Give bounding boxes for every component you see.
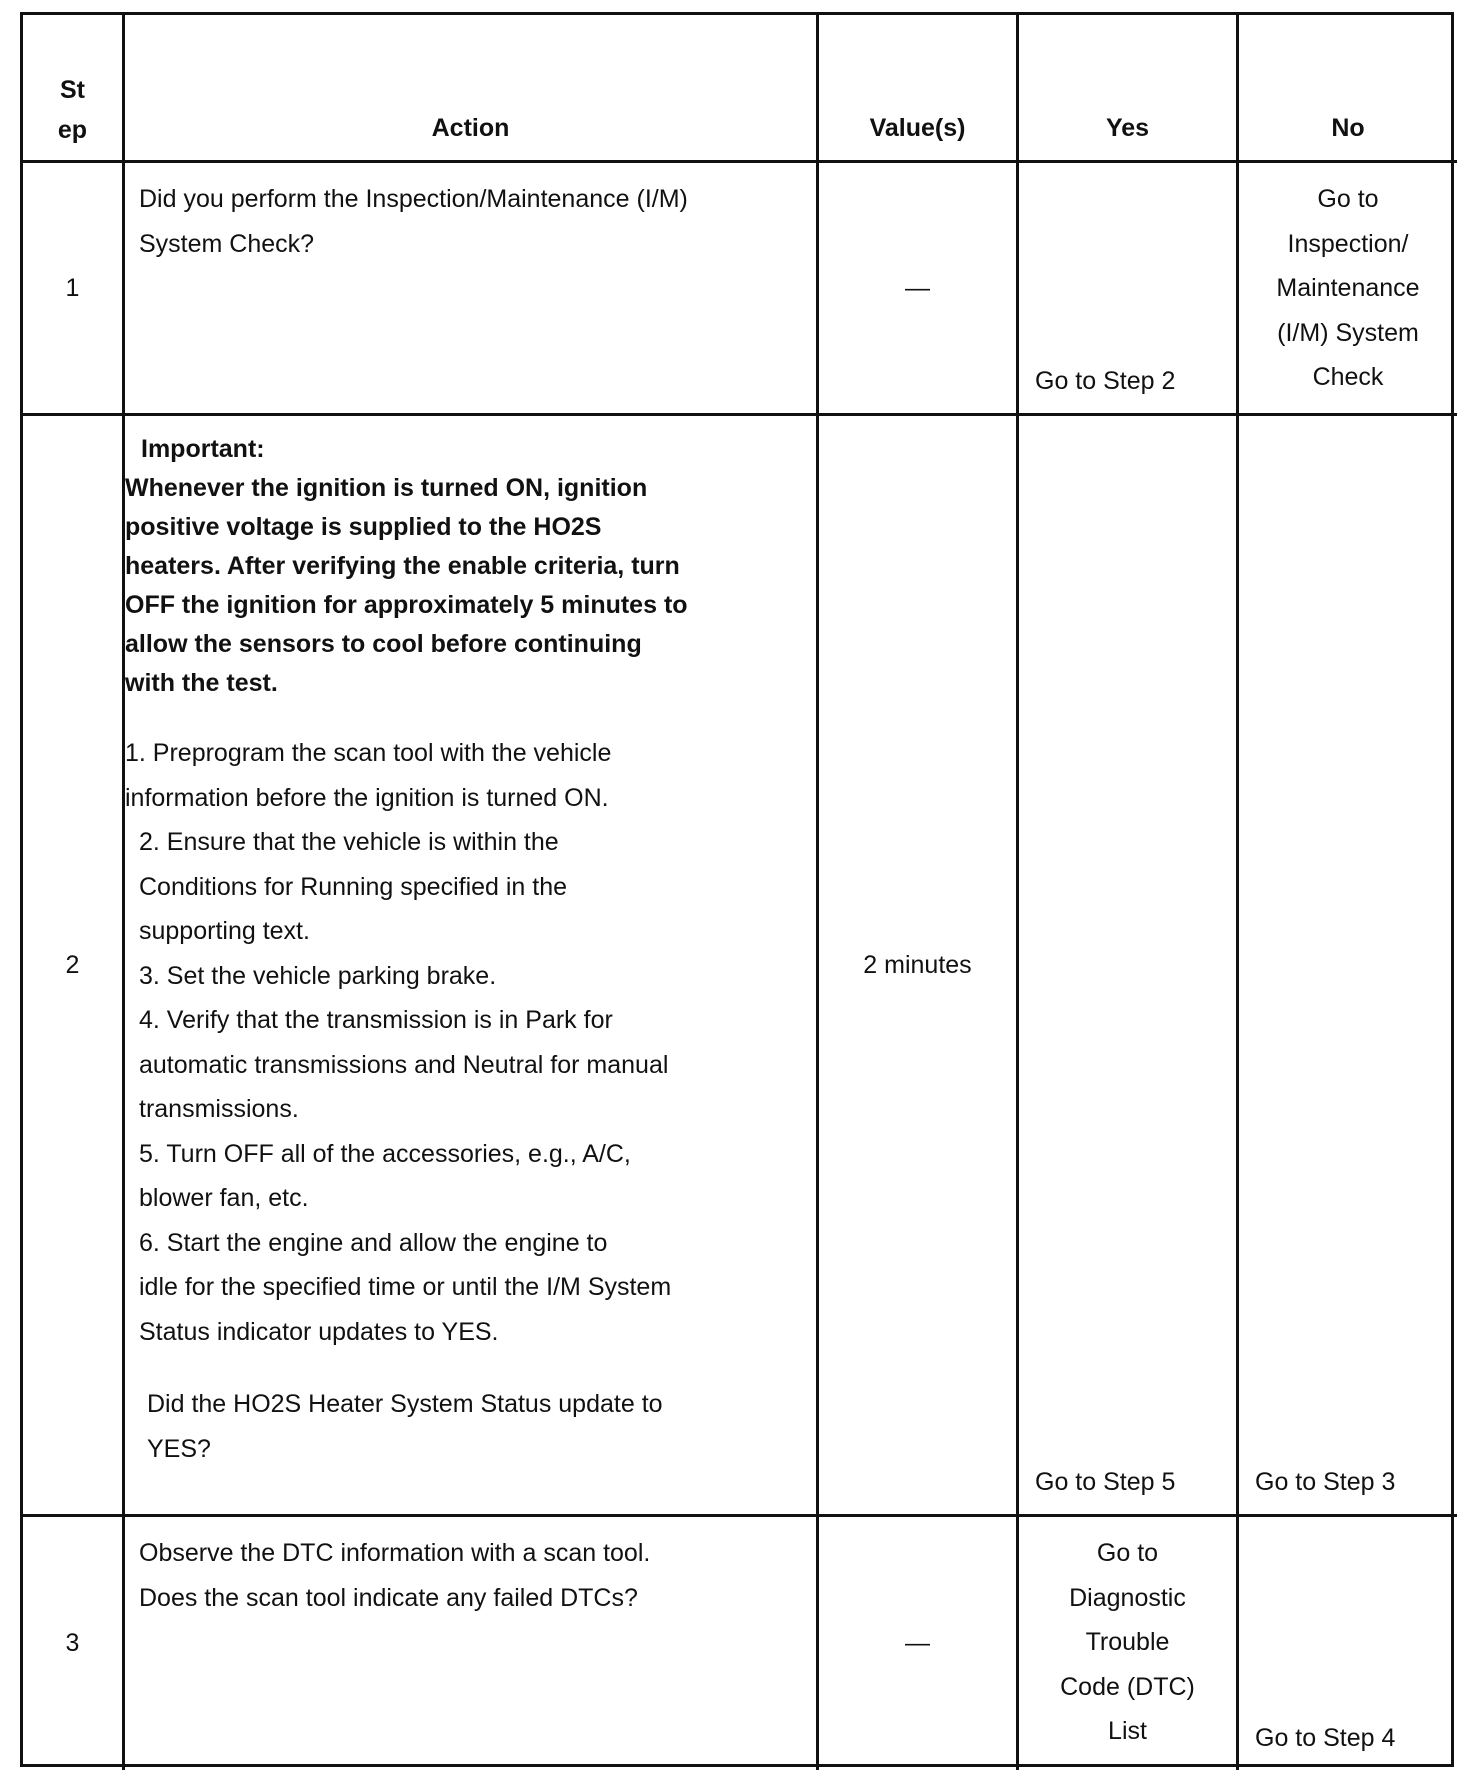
row-1-yes-link[interactable]: Go to Step 2 (1035, 366, 1176, 395)
row-2-no[interactable] (1239, 416, 1457, 1517)
procedure-step: 5. Turn OFF all of the accessories, e.g., A/C, blower fan, etc. (139, 1139, 631, 1212)
row-1-value: — (819, 163, 1019, 416)
procedure-step: 2. Ensure that the vehicle is within the Conditions for Running specified in the supporting text. (139, 828, 568, 945)
row-2-step: 2 (23, 416, 125, 1517)
important-title: Important: (141, 435, 265, 463)
procedure-steps (125, 731, 796, 1354)
row-2-yes-link[interactable]: Go to Step 5 (1035, 1467, 1176, 1496)
diagnostic-table (20, 12, 1454, 1767)
row-3-no-link[interactable]: Go to Step 4 (1255, 1723, 1396, 1752)
row-1-step: 1 (23, 163, 125, 416)
procedure-step: 4. Verify that the transmission is in Park for automatic transmissions and Neutral for manual transmissions. (139, 1006, 669, 1123)
header-values: Value(s) (819, 15, 1019, 163)
row-3-value: — (819, 1517, 1019, 1770)
procedure-step: 1. Preprogram the scan tool with the vehicle information before the ignition is turned ON. (125, 739, 612, 812)
row-3-action: Observe the DTC information with a scan tool. Does the scan tool indicate any failed DTCs? (125, 1517, 819, 1770)
important-text: Whenever the ignition is turned ON, ignition positive voltage is supplied to the HO2S heaters. After verifying the enable criteria, turn OFF the ignition for approximately 5 minutes to allow the sensors to cool before continuing with the test. (125, 474, 688, 697)
row-2-value: 2 minutes (819, 416, 1019, 1517)
row-1-action: Did you perform the Inspection/Maintenance (I/M) System Check? (125, 163, 819, 416)
procedure-step: 3. Set the vehicle parking brake. (139, 961, 497, 990)
row-2-no-link[interactable]: Go to Step 3 (1255, 1467, 1396, 1496)
header-step: St ep (23, 15, 125, 163)
row-2-yes[interactable] (1019, 416, 1239, 1517)
row-3-no[interactable] (1239, 1517, 1457, 1770)
header-yes: Yes (1019, 15, 1239, 163)
row-3-yes[interactable]: Go to Diagnostic Trouble Code (DTC) List (1019, 1517, 1239, 1770)
row-2-action (125, 416, 819, 1517)
procedure-step: 6. Start the engine and allow the engine to idle for the specified time or until the I/M System Status indicator updates to YES. (139, 1228, 672, 1346)
row-1-no[interactable]: Go to Inspection/ Maintenance (I/M) System Check (1239, 163, 1457, 416)
row-3-step: 3 (23, 1517, 125, 1770)
row-1-yes[interactable] (1019, 163, 1239, 416)
header-action: Action (125, 15, 819, 163)
row-2-question: Did the HO2S Heater System Status update to YES? (147, 1390, 663, 1463)
header-no: No (1239, 15, 1457, 163)
